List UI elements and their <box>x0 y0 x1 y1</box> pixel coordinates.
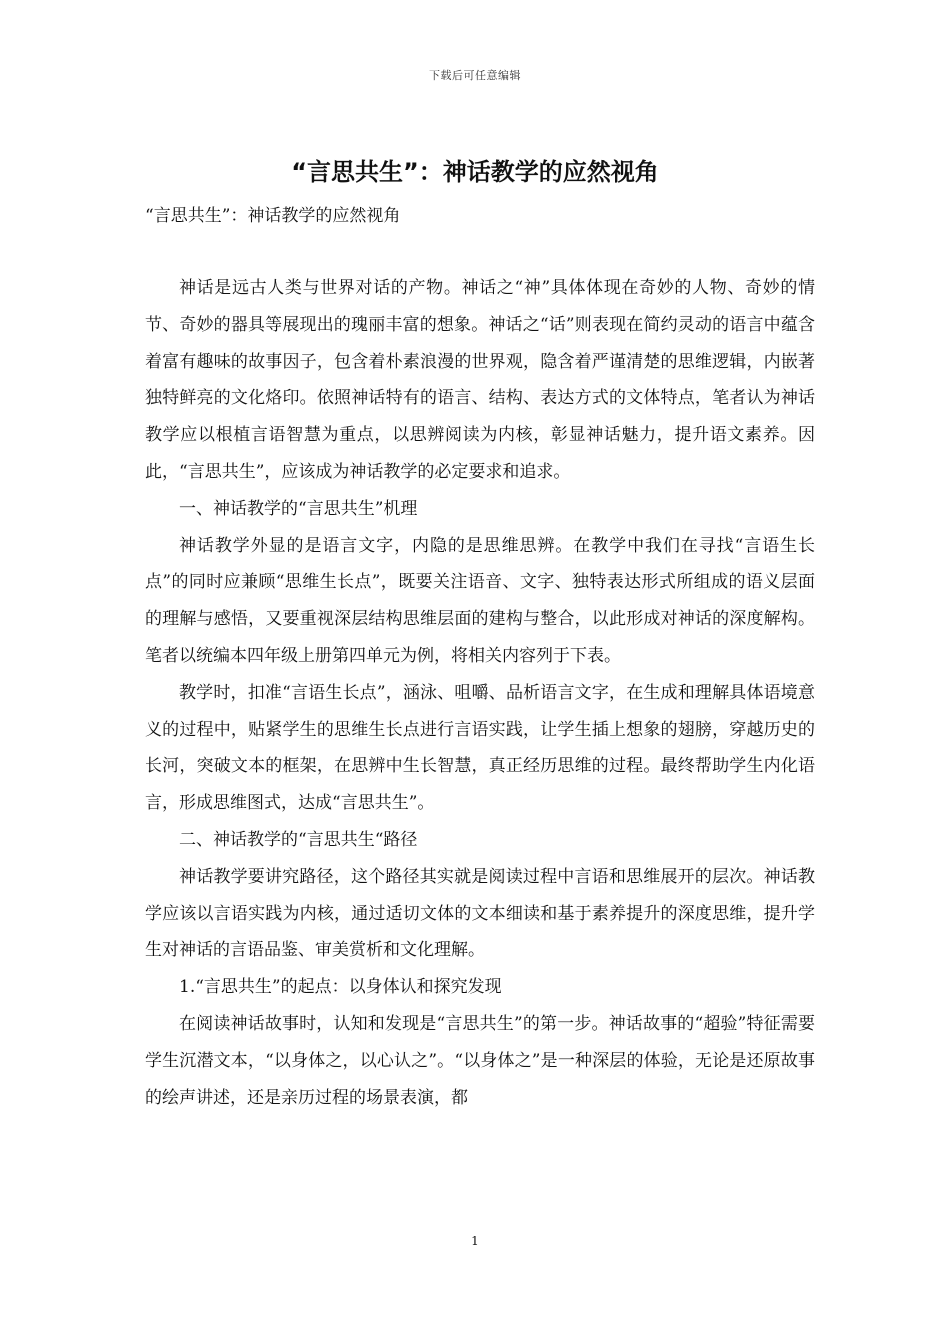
paragraph-path: 神话教学要讲究路径，这个路径其实就是阅读过程中言语和思维展开的层次。神话教学应该以言语实践为内核，通过适切文体的文本细读和基于素养提升的深度思维，提升学生对神话的言语品鉴、审美赏析和文化理解。 <box>145 866 815 961</box>
paragraph-teaching: 教学时，扣准“言语生长点”，涵泳、咀嚼、品析语言文字，在生成和理解具体语境意义的过程中，贴紧学生的思维生长点进行言语实践，让学生插上想象的翅膀，穿越历史的长河，突破文本的框架，在思辨中生长智慧，真正经历思维的过程。最终帮助学生内化语言，形成思维图式，达成“言思共生”。 <box>145 682 815 814</box>
paragraph-starting-point: 在阅读神话故事时，认知和发现是“言思共生”的第一步。神话故事的“超验”特征需要学生沉潜文本，“以身体之，以心认之”。“以身体之”是一种深层的体验，无论是还原故事的绘声讲述，还是亲历过程的场景表演，都 <box>145 1013 815 1108</box>
paragraph-mechanism: 神话教学外显的是语言文字，内隐的是思维思辨。在教学中我们在寻找“言语生长点”的同时应兼顾“思维生长点”，既要关注语音、文字、独特表达形式所组成的语义层面的理解与感悟，又要重视深层结构思维层面的建构与整合，以此形成对神话的深度解构。笔者以统编本四年级上册第四单元为例，将相关内容列于下表。 <box>145 535 815 666</box>
header-note: 下载后可任意编辑 <box>429 69 521 82</box>
page-number: 1 <box>471 1234 479 1248</box>
document-title: “言思共生”：神话教学的应然视角 <box>291 158 659 186</box>
section-heading-2: 二、神话教学的“言思共生“路径 <box>179 829 418 850</box>
document-subtitle: “言思共生”：神话教学的应然视角 <box>145 206 401 226</box>
section-heading-1: 一、神话教学的“言思共生”机理 <box>179 498 418 519</box>
document-body <box>145 270 815 1116</box>
paragraph-intro: 神话是远古人类与世界对话的产物。神话之“神”具体体现在奇妙的人物、奇妙的情节、奇妙的器具等展现出的瑰丽丰富的想象。神话之“话”则表现在简约灵动的语言中蕴含着富有趣味的故事因子，包含着朴素浪漫的世界观，隐含着严谨清楚的思维逻辑，内嵌著独特鲜亮的文化烙印。依照神话特有的语言、结构、表达方式的文体特点，笔者认为神话教学应以根植言语智慧为重点，以思辨阅读为内核，彰显神话魅力，提升语文素养。因此，“言思共生”，应该成为神话教学的必定要求和追求。 <box>145 278 815 482</box>
subsection-heading-1: 1.“言思共生”的起点：以身体认和探究发现 <box>179 977 502 998</box>
